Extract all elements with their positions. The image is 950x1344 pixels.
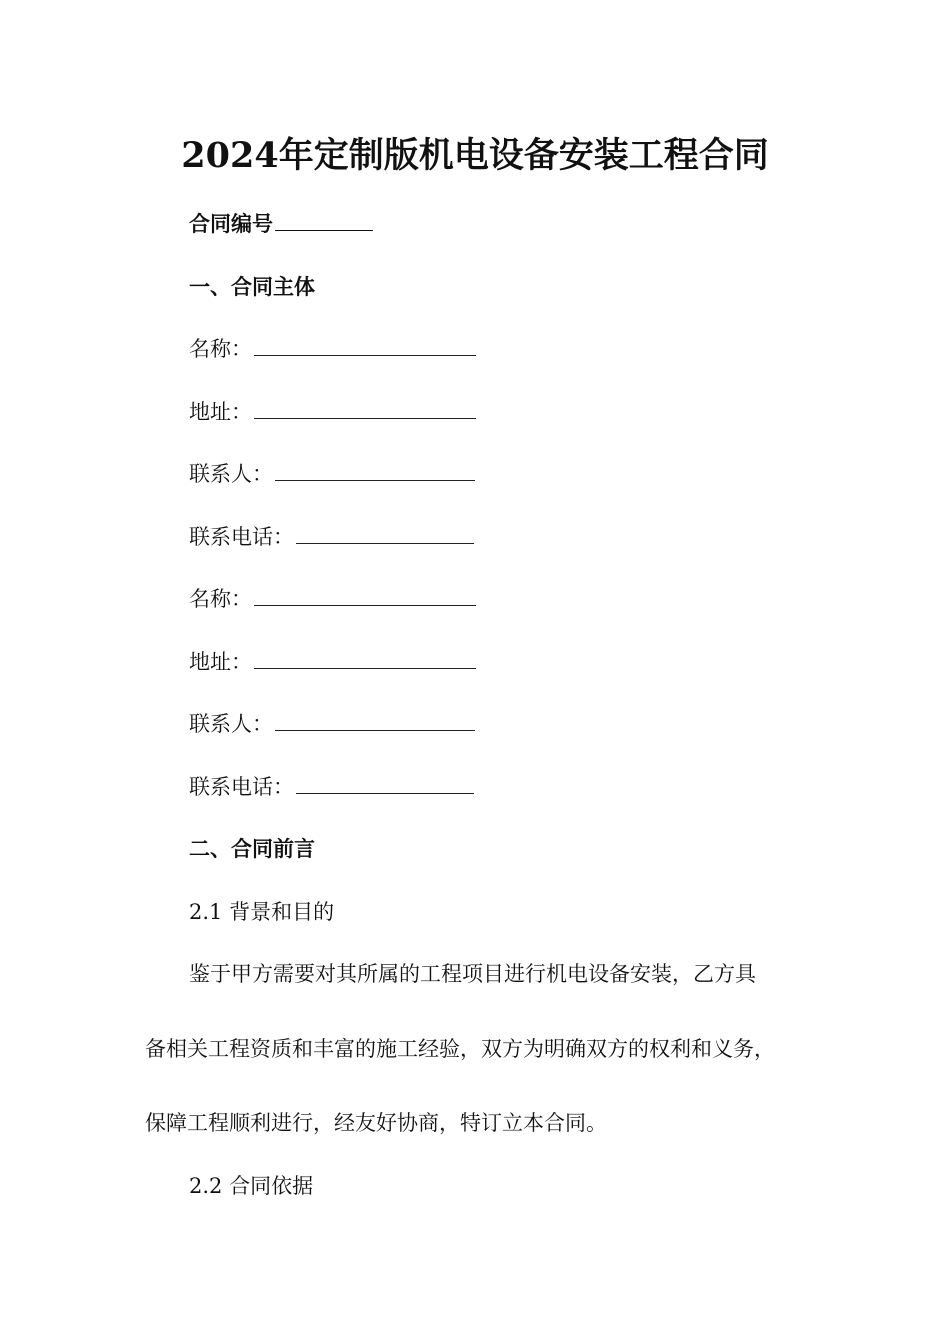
section-2-heading: 二、合同前言 <box>189 836 315 861</box>
contract-number-blank[interactable] <box>275 208 373 231</box>
paragraph-line: 保障工程顺利进行，经友好协商，特订立本合同。 <box>145 1111 607 1135</box>
party-a-phone-row <box>189 521 474 551</box>
party-b-address-label: 地址： <box>189 650 252 674</box>
party-a-contact-blank[interactable] <box>275 458 475 481</box>
paragraph-line: 鉴于甲方需要对其所属的工程项目进行机电设备安装，乙方具 <box>189 962 756 986</box>
party-a-contact-row <box>189 458 475 488</box>
party-a-name-row <box>189 333 476 363</box>
contract-number-row <box>189 208 373 238</box>
party-a-name-blank[interactable] <box>254 333 476 356</box>
party-b-name-row <box>189 583 476 613</box>
party-a-address-row <box>189 396 476 426</box>
party-a-name-label: 名称： <box>189 337 252 361</box>
party-a-address-blank[interactable] <box>254 396 476 419</box>
section-1-heading: 一、合同主体 <box>189 274 315 299</box>
party-b-name-label: 名称： <box>189 587 252 611</box>
document-title: 2024年定制版机电设备安装工程合同 <box>181 135 769 176</box>
subsection-2-2-heading: 2.2 合同依据 <box>189 1174 314 1198</box>
party-a-phone-blank[interactable] <box>296 521 474 544</box>
party-b-phone-blank[interactable] <box>296 771 474 794</box>
party-b-contact-row <box>189 708 475 738</box>
party-b-address-blank[interactable] <box>254 646 476 669</box>
subsection-2-1-heading: 2.1 背景和目的 <box>189 900 335 924</box>
party-b-name-blank[interactable] <box>254 583 476 606</box>
party-a-contact-label: 联系人： <box>189 462 273 486</box>
party-a-address-label: 地址： <box>189 400 252 424</box>
paragraph-line: 备相关工程资质和丰富的施工经验，双方为明确双方的权利和义务， <box>145 1037 775 1061</box>
party-a-phone-label: 联系电话： <box>189 525 294 549</box>
party-b-phone-label: 联系电话： <box>189 775 294 799</box>
party-b-contact-label: 联系人： <box>189 712 273 736</box>
party-b-address-row <box>189 646 476 676</box>
party-b-phone-row <box>189 771 474 801</box>
contract-number-label: 合同编号 <box>189 211 273 236</box>
party-b-contact-blank[interactable] <box>275 708 475 731</box>
